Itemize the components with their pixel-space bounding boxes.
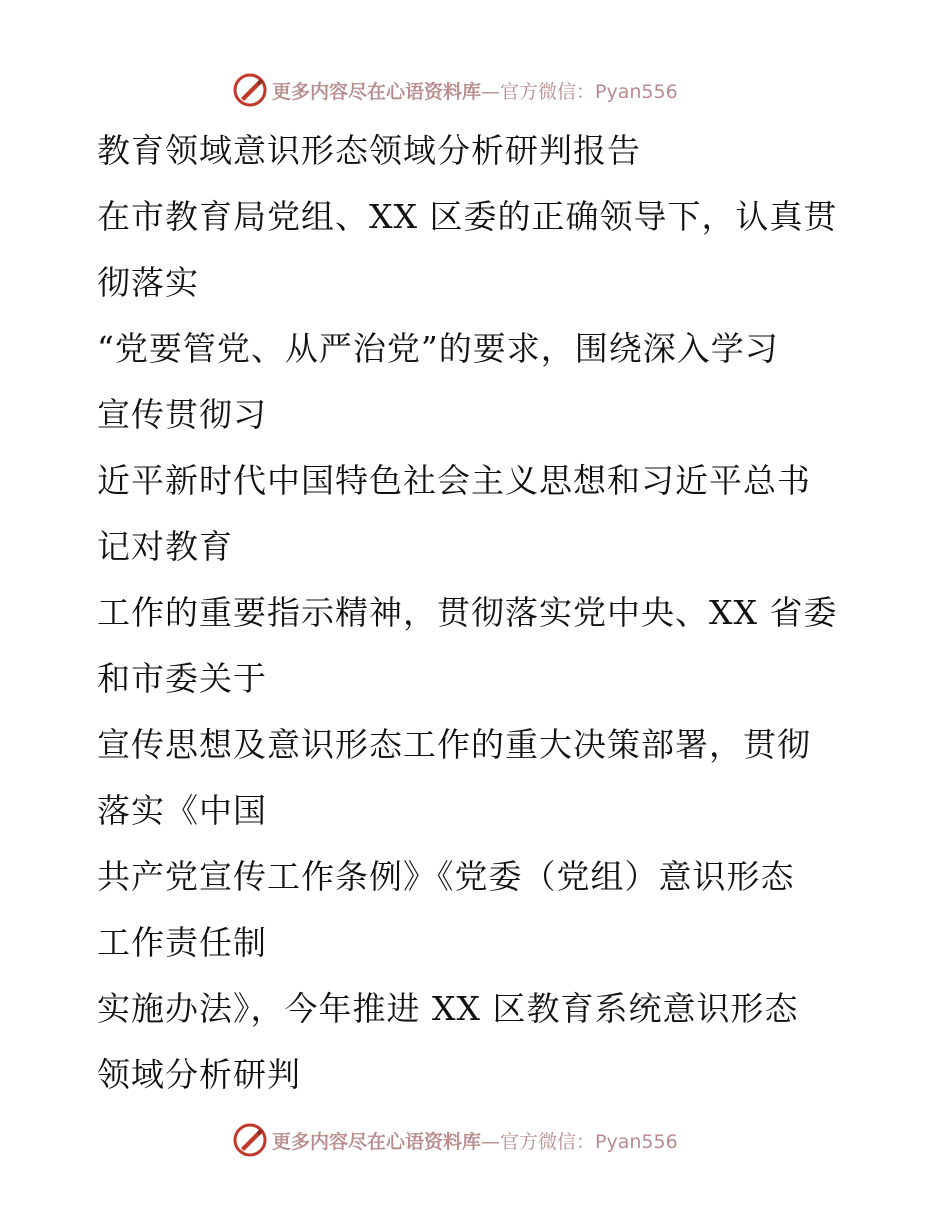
doc-line: 彻落实 (97, 263, 199, 302)
doc-line: 宣传思想及意识形态工作的重大决策部署，贯彻 (97, 725, 811, 764)
banner-site-text: 更多内容尽在心语资料库 (272, 80, 482, 103)
banner-text (272, 77, 678, 104)
banner-dash: — (481, 1130, 501, 1153)
pen-logo-icon (232, 1122, 268, 1158)
doc-line: 实施办法》，今年推进 XX 区教育系统意识形态 (97, 989, 799, 1028)
banner-text (272, 1127, 678, 1154)
doc-line: 共产党宣传工作条例》《党委（党组）意识形态 (97, 857, 795, 896)
doc-line: 记对教育 (97, 527, 233, 566)
doc-line: 工作责任制 (97, 923, 267, 962)
banner-wechat-label: 官方微信： (500, 80, 596, 103)
doc-line: 领域分析研判 (97, 1055, 301, 1094)
banner-wechat-label: 官方微信： (500, 1130, 596, 1153)
doc-line: 宣传贯彻习 (97, 395, 267, 434)
doc-line: 工作的重要指示精神，贯彻落实党中央、XX 省委 (97, 593, 838, 632)
doc-line: 和市委关于 (97, 659, 267, 698)
footer-banner (232, 1120, 678, 1160)
pen-logo-icon (232, 72, 268, 108)
doc-line: “党要管党、从严治党”的要求，围绕深入学习 (97, 329, 779, 368)
banner-site-text: 更多内容尽在心语资料库 (272, 1130, 482, 1153)
doc-line: 近平新时代中国特色社会主义思想和习近平总书 (97, 461, 811, 500)
doc-line: 在市教育局党组、XX 区委的正确领导下，认真贯 (97, 197, 838, 236)
header-banner (232, 70, 678, 110)
banner-account: Pyan556 (595, 80, 678, 103)
doc-title: 教育领域意识形态领域分析研判报告 (97, 131, 641, 170)
banner-dash: — (481, 80, 501, 103)
doc-line: 落实《中国 (97, 791, 267, 830)
document-body (97, 118, 857, 1108)
banner-account: Pyan556 (595, 1130, 678, 1153)
